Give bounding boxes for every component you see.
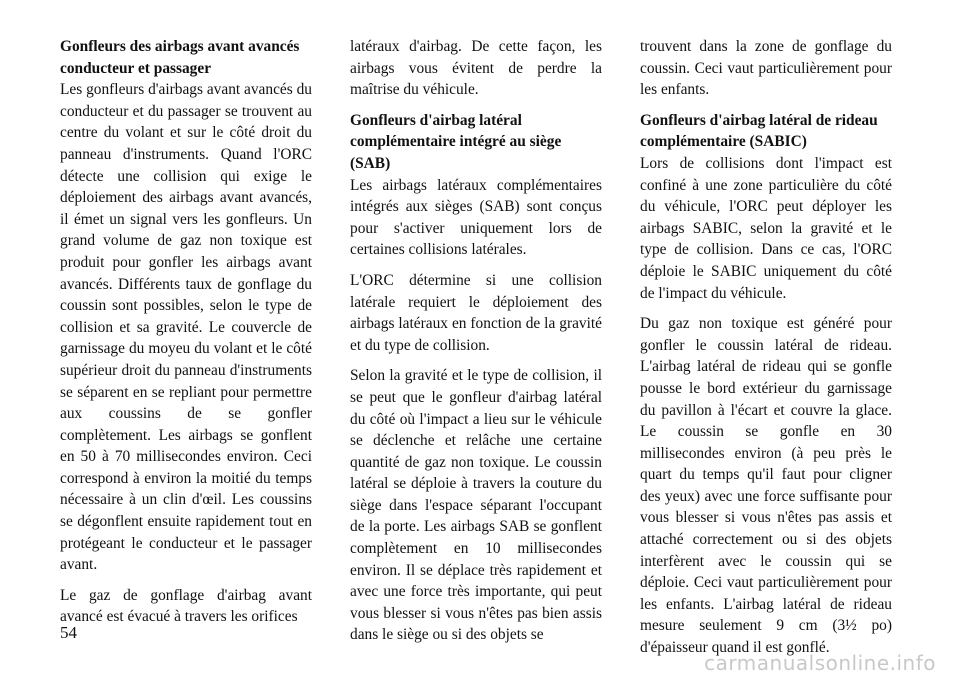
page-number: 54: [60, 623, 77, 642]
paragraph: Le gaz de gonflage d'airbag avant avancé est évacué à travers les orifices: [60, 586, 312, 626]
text-column-right: [640, 36, 892, 668]
text-column-middle: [350, 36, 602, 655]
section-heading-front-airbag-inflators: Gonfleurs des airbags avant avancés conducteur et passager: [60, 38, 300, 77]
paragraph: Les airbags latéraux complémentaires intégrés aux sièges (SAB) sont conçus pour s'activer uniquement lors de certaines collisions latérales.: [350, 176, 602, 259]
section-heading-sab-inflators: Gonfleurs d'airbag latéral complémentaire intégré au siège (SAB): [350, 111, 562, 172]
paragraph: L'ORC détermine si une collision latérale requiert le déploiement des airbags latéraux en fonction de la gravité et du type de collision.: [350, 271, 602, 354]
paragraph: Lors de collisions dont l'impact est confiné à une zone particulière du côté du véhicule, l'ORC peut déployer les airbags SABIC, selon la gravité et le type de collision. Dans ce cas, l'ORC déploie le SABIC uniquement du côté de l'impact du véhicule.: [640, 154, 892, 302]
paragraph: Les gonfleurs d'airbags avant avancés du conducteur et du passager se trouvent au centre du volant et sur le côté droit du panneau d'instruments. Quand l'ORC détecte une collision qui exige le déploiement des airbags avant avancés, il émet un signal vers les gonfleurs. Un grand volume de gaz non toxique est produit pour gonfler les airbags avant avancés. Différents taux de gonflage du coussin sont possibles, selon le type de collision et sa gravité. Le couvercle de garnissage du moyeu du volant et le côté supérieur droit du panneau d'instruments se séparent en se repliant pour permettre aux coussins de se gonfler complètement. Les airbags se gonflent en 50 à 70 millisecondes environ. Ceci correspond à environ la moitié du temps nécessaire à un clin d'œil. Les coussins se dégonflent ensuite rapidement tout en protégeant le conducteur et le passager avant.: [60, 81, 312, 574]
paragraph: Selon la gravité et le type de collision, il se peut que le gonfleur d'airbag latéral du côté où l'impact a lieu sur le véhicule se déclenche et relâche une certaine quantité de gaz non toxique. Le coussin latéral se déploie à travers la couture du siège dans l'espace séparant l'occupant de la porte. Les airbags SAB se gonflent complètement en 10 millisecondes environ. Il se déplace très rapidement et avec une force très importante, qui peut vous blesser si vous n'êtes pas bien assis dans le siège ou si des objets se: [350, 367, 602, 644]
paragraph: trouvent dans la zone de gonflage du coussin. Ceci vaut particulièrement pour les enfants.: [640, 38, 892, 99]
watermark-text: carmanualsonline.info: [704, 651, 936, 675]
paragraph: Du gaz non toxique est généré pour gonfler le coussin latéral de rideau. L'airbag latéral de rideau qui se gonfle pousse le bord extérieur du garnissage du pavillon à l'écart et couvre la glace. Le coussin se gonfle en 30 millisecondes environ (à peu près le quart du temps qu'il faut pour cligner des yeux) avec une force suffisante pour vous blesser si vous n'êtes pas assis et attaché correctement ou si des objets interfèrent avec le coussin qui se déploie. Ceci vaut particulièrement pour les enfants. L'airbag latéral de rideau mesure seulement 9 cm (3½ po) d'épaisseur quand il est gonflé.: [640, 315, 892, 657]
paragraph: latéraux d'airbag. De cette façon, les airbags vous évitent de perdre la maîtrise du véhicule.: [350, 38, 602, 99]
text-column-left: [60, 36, 312, 637]
section-heading-sabic-inflators: Gonfleurs d'airbag latéral de rideau complémentaire (SABIC): [640, 111, 878, 151]
